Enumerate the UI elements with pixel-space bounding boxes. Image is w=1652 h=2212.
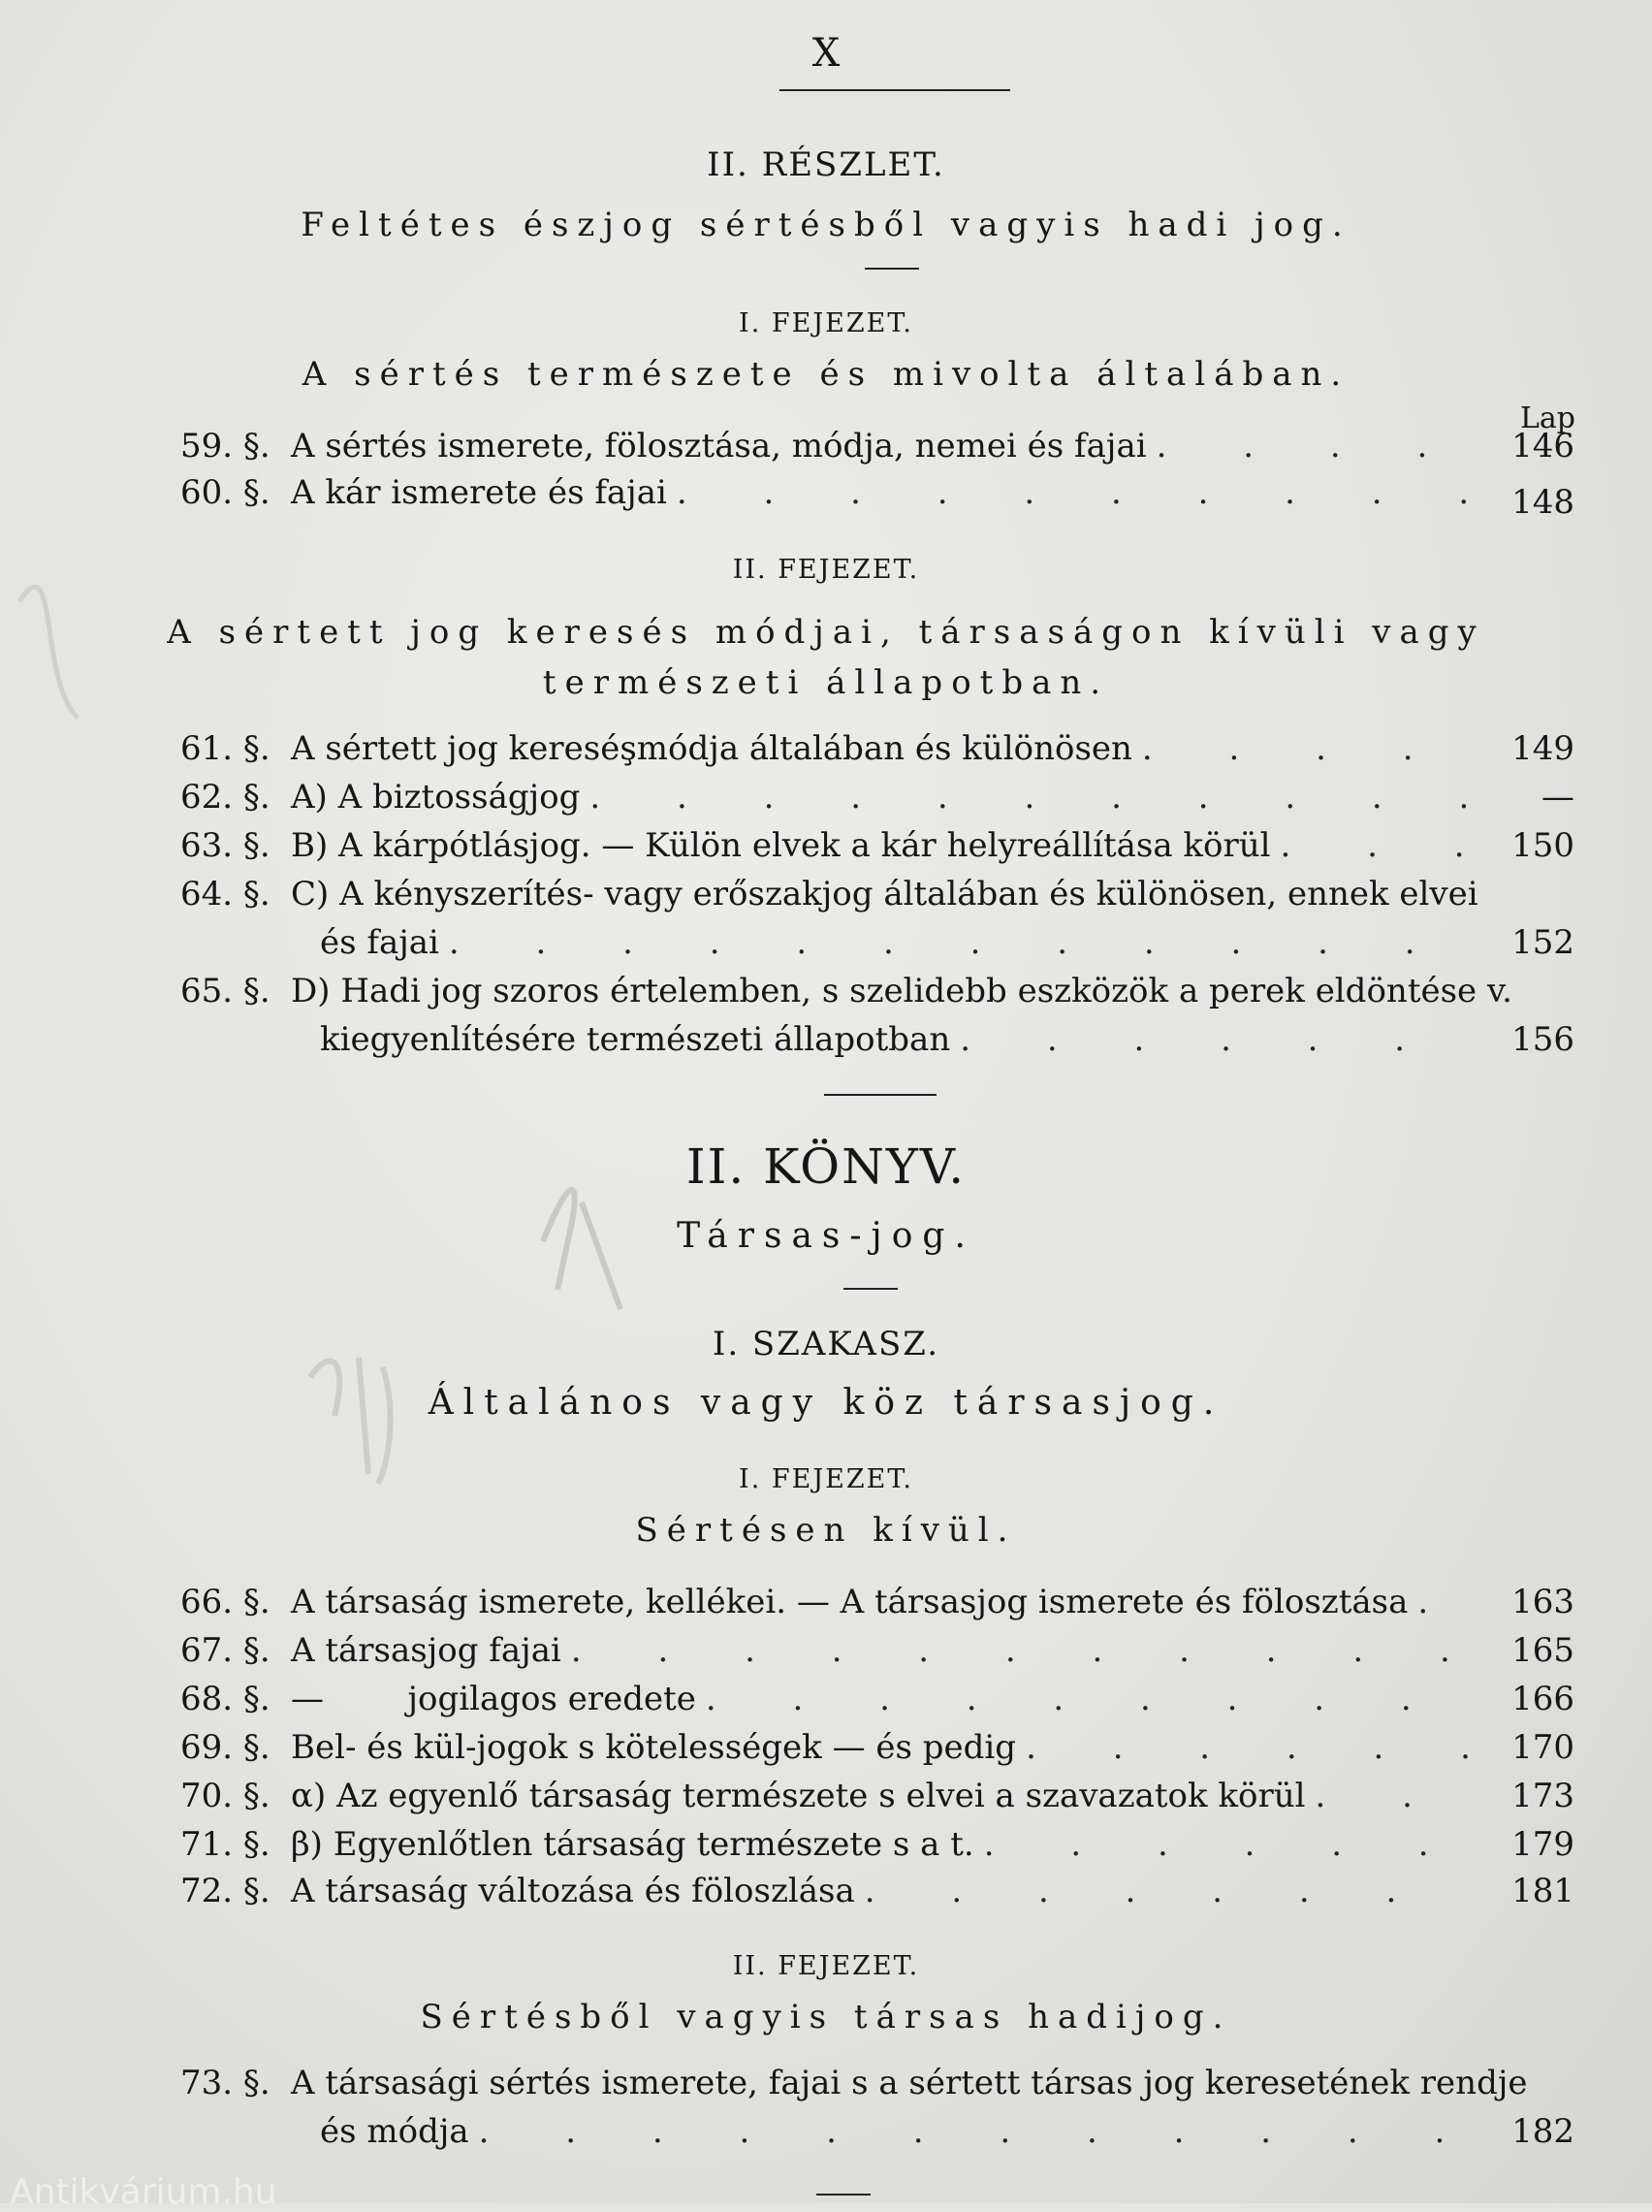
leader-dots [960, 1020, 1468, 1059]
entry-text: Bel- és kül-jogok s kötelességek — és pedig [291, 1728, 1017, 1767]
toc-entry [0, 729, 1652, 778]
entry-text: A sértett jog kereséşmódja általában és különösen [291, 729, 1132, 768]
section-number: 71. §. [180, 1825, 270, 1864]
entry-text: A társasági sértés ismerete, fajai s a sértett társas jog keresetének rendje [291, 2064, 1528, 2102]
footer-rule [816, 2194, 871, 2196]
entry-text: A sértés ismerete, fölosztása, módja, nemei és fajai [291, 427, 1147, 465]
leader-dots [1157, 427, 1468, 465]
section-number: 70. §. [180, 1777, 270, 1815]
page-number: 163 [1511, 1583, 1574, 1621]
entry-text-continued: és fajai [320, 923, 439, 962]
toc-entry [0, 875, 1652, 972]
page-number: 150 [1511, 826, 1574, 865]
page-number: 166 [1511, 1680, 1574, 1718]
chapter-title: Sértésen kívül. [635, 1511, 1017, 1550]
page-number: 152 [1511, 923, 1574, 962]
chapter-title-line1: A sértett jog keresés módjai, társaságon kívüli vagy [167, 613, 1485, 652]
section-number: 72. §. [180, 1872, 270, 1910]
entry-text-continued: kiegyenlítésére természeti állapotban [320, 1020, 951, 1059]
leader-dots [1281, 826, 1468, 865]
section-title: Általános vagy köz társasjog. [428, 1383, 1224, 1423]
entry-text-continued: és módja [320, 2112, 469, 2151]
section-number: 60. §. [180, 473, 270, 512]
page-number: 170 [1511, 1728, 1574, 1767]
chapter-title-line2: természeti állapotban. [542, 663, 1110, 702]
page-number: 148 [1511, 483, 1574, 522]
entry-text: A kár ismerete és fajai [291, 473, 667, 512]
book-heading: II. KÖNYV. [685, 1138, 967, 1195]
section-heading: I. SZAKASZ. [712, 1325, 940, 1363]
page-number-roman: X [811, 31, 841, 76]
toc-entry [0, 473, 1652, 522]
toc-entry [0, 1777, 1652, 1825]
leader-dots [571, 1631, 1468, 1670]
page-number: 182 [1511, 2112, 1574, 2151]
section-number: 59. §. [180, 427, 270, 465]
page-number: 179 [1511, 1825, 1574, 1864]
toc-entry [0, 1728, 1652, 1777]
section-number: 66. §. [180, 1583, 270, 1621]
entry-text: D) Hadi jog szoros értelemben, s szelidebb eszközök a perek eldöntése v. [291, 972, 1512, 1010]
toc-entry [0, 826, 1652, 875]
part-rule [865, 268, 919, 270]
leader-dots [1417, 1583, 1468, 1621]
leader-dots [589, 778, 1468, 817]
page-number: — [1541, 778, 1574, 817]
section-number: 73. §. [180, 2064, 270, 2102]
leader-dots [706, 1680, 1468, 1718]
section-number: 67. §. [180, 1631, 270, 1670]
section-number: 63. §. [180, 826, 270, 865]
toc-entry [0, 1631, 1652, 1680]
leader-dots [449, 923, 1468, 962]
part-heading: II. RÉSZLET. [707, 145, 945, 184]
chapter-title: Sértésből vagyis társas hadijog. [420, 1998, 1232, 2036]
toc-entry [0, 1680, 1652, 1728]
entry-text: A) A biztosságjog [291, 778, 581, 817]
section-number: 64. §. [180, 875, 270, 914]
page-number: 173 [1511, 1777, 1574, 1815]
leader-dots [1142, 729, 1468, 768]
section-rule [824, 1094, 937, 1096]
toc-entry [0, 2064, 1652, 2161]
entry-text: β) Egyenlőtlen társaság természete s a t. [291, 1825, 974, 1864]
entry-text: A társasjog fajai [291, 1631, 561, 1670]
leader-dots [984, 1825, 1468, 1864]
toc-entry [0, 972, 1652, 1069]
toc-entry [0, 1825, 1652, 1874]
entry-text: A társaság változása és föloszlása [291, 1872, 855, 1910]
section-number: 69. §. [180, 1728, 270, 1767]
section-number: 62. §. [180, 778, 270, 817]
section-number: 68. §. [180, 1680, 270, 1718]
toc-entry [0, 427, 1652, 475]
header-rule [779, 89, 1010, 91]
page-number: 165 [1511, 1631, 1574, 1670]
entry-text: C) A kényszerítés- vagy erőszakjog általában és különösen, ennek elvei [291, 875, 1478, 914]
book-title: Társas-jog. [677, 1216, 975, 1256]
toc-entry [0, 1583, 1652, 1631]
chapter-heading: II. FEJEZET. [732, 1951, 920, 1981]
toc-entry [0, 778, 1652, 826]
section-number: 61. §. [180, 729, 270, 768]
chapter-heading: I. FEJEZET. [739, 308, 913, 338]
leader-dots [865, 1872, 1468, 1910]
page-number: 146 [1511, 427, 1574, 465]
part-title: Feltétes észjog sértésből vagyis hadi jog. [301, 206, 1351, 244]
entry-text: α) Az egyenlő társaság természete s elvei a szavazatok körül [291, 1777, 1306, 1815]
toc-entry [0, 1872, 1652, 1920]
page-number: 181 [1511, 1872, 1574, 1910]
leader-dots [1316, 1777, 1468, 1815]
book-rule [843, 1288, 898, 1290]
entry-text: — jogilagos eredete [291, 1680, 696, 1718]
entry-text: A társaság ismerete, kellékei. — A társasjog ismerete és fölosztása [291, 1583, 1409, 1621]
leader-dots [677, 473, 1468, 512]
page-number: 149 [1511, 729, 1574, 768]
chapter-heading: II. FEJEZET. [732, 555, 920, 585]
leader-dots [479, 2112, 1468, 2151]
section-number: 65. §. [180, 972, 270, 1010]
leader-dots [1026, 1728, 1468, 1767]
chapter-title: A sértés természete és mivolta általában. [302, 355, 1350, 394]
watermark: Antikvárium.hu [10, 2172, 277, 2212]
chapter-heading: I. FEJEZET. [739, 1464, 913, 1494]
page-number: 156 [1511, 1020, 1574, 1059]
page-column-label: Lap [1520, 401, 1576, 435]
entry-text: B) A kárpótlásjog. — Külön elvek a kár helyreállítása körül [291, 826, 1271, 865]
